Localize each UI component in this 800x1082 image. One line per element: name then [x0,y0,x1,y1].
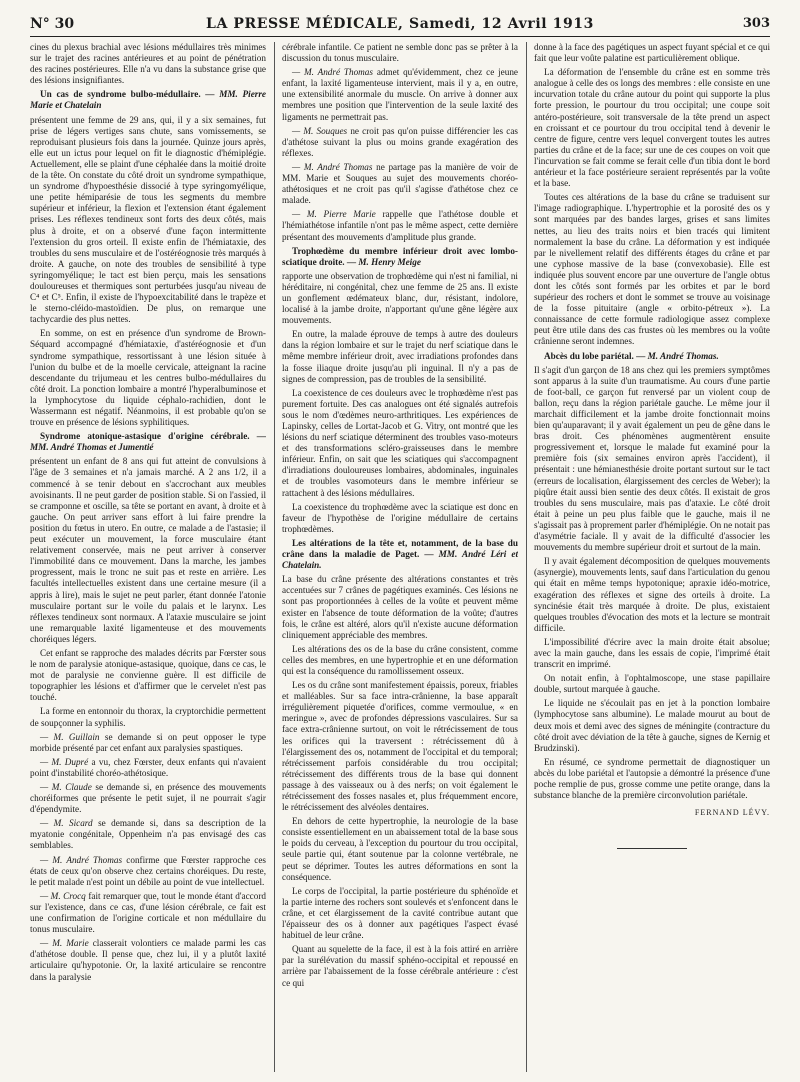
paragraph: L'impossibilité d'écrire avec la main droite était absolue; avec la main gauche, dans les essais de copie, l'imprimé était transcrit en imprimé. [534,636,770,670]
discussion-remark [30,757,266,779]
paragraph: On notait enfin, à l'ophtalmoscope, une stase papillaire double, surtout marquée à gauche. [534,673,770,695]
section-authors: MM. André Léri et Chatelain. [282,549,518,571]
column-2 [282,42,518,1072]
discussion-remark [282,209,518,242]
paragraph: Le corps de l'occipital, la partie postérieure du sphénoïde et la partie interne des rochers sont soulevés et s'enfoncent dans le crâne, et cet élargissement de la cavité contribue autant que l'épaisseur des os à donner aux pagétiques l'aspect évasé habituel de leur crâne. [282,885,518,941]
remark-text: classerait volontiers ce malade parmi les cas d'athétose double. Il pense que, chez lui, il y a plutôt laxité articulaire qu'hypotonie. Or, la laxité articulaire se rencontre dans la paralysie [30,938,266,982]
section-authors: M. Henry Meige [358,256,421,267]
paragraph: cérébrale infantile. Ce patient ne semble donc pas se prêter à la discussion du tonus musculaire. [282,42,518,64]
speaker-name: — M. Pierre Marie [292,209,376,220]
discussion-remark [282,67,518,122]
discussion-remark [30,938,266,982]
author-signature: FERNAND LÉVY. [694,808,770,818]
column-divider [526,42,527,1072]
speaker-name: — M. André Thomas [40,854,123,865]
discussion-remark [30,891,266,935]
section-title: Syndrome atonique-astasique d'origine cérébrale. — [40,431,266,442]
speaker-name: — M. Dupré [40,756,89,767]
paragraph: Le liquide ne s'écoulait pas en jet à la ponction lombaire (lymphocytose sans albumine). Le malade mourut au bout de deux mois et demi avec des signes de méningite (contracture du côté droit avec déviation de la tête à gauche, signes de Kernig et Brudzinski). [534,698,770,753]
speaker-name: — M. Marie [40,938,89,949]
paragraph: En outre, la malade éprouve de temps à autre des douleurs dans la région lombaire et sur le trajet du nerf sciatique dans le même membre inférieur droit, avec irradiations profondes dans la fosse iliaque droite jusqu'au pli inguinal. Il n'y a pas de signes de compression, pas de troubles de la sensibilité. [282,329,518,384]
column-1 [30,42,266,1072]
remark-text: confirme que Fœrster rapproche ces états de ceux qu'on observe chez certains choréiques. Du reste, le petit malade n'est point un débile au point de vue intellectuel. [30,854,266,887]
paragraph: Quant au squelette de la face, il est à la fois attiré en arrière par la surélévation du massif sphéno-occipital et repoussé en arrière par l'abaissement de la fosse cérébrale antérieure : c'est ce qui [282,944,518,988]
section-title: Un cas de syndrome bulbo-médullaire. — [40,89,215,100]
paragraph: Les altérations des os de la base du crâne consistent, comme celles des membres, en une hypertrophie et en une déformation qui est la conséquence du ramollissement osseux. [282,643,518,676]
section-title: Abcès du lobe pariétal. — [544,350,646,361]
section-title: Les altérations de la tête et, notamment, de la base du crâne dans la maladie de Paget. — [282,537,518,560]
paragraph: cines du plexus brachial avec lésions médullaires très minimes sur le trajet des racines antérieures et au point de pénétration des racines postérieures. Elle n'a vu dans la substance grise que des lésions insignifiantes. [30,42,266,86]
section-title: Trophœdème du membre inférieur droit avec lombo-sciatique droite. — [282,245,518,267]
end-rule [617,848,687,849]
remark-text: a vu, chez Fœrster, deux enfants qui n'avaient point d'instabilité choréo-athétosique. [30,756,266,778]
remark-text: se demande si, dans sa description de la myatonie congénitale, Oppenheim n'a pas envisagé des cas semblables. [30,818,266,851]
journal-title: LA PRESSE MÉDICALE, Samedi, 12 Avril 1913 [206,16,594,32]
speaker-name: — M. Souques [292,125,348,136]
paragraph: En somme, on est en présence d'un syndrome de Brown-Séquard accompagné d'hémiataxie, d'astéréognosie et d'un syndrome sympathique, ressortissant à une lésion située à l'union du bulbe et de la moelle cervicale, atteignant la racine descendante du trijumeau et les centres bulbo-médullaires du côté droit. La ponction lombaire a montré l'hyperalbuminose et la lymphocytose du liquide céphalo-rachidien, dont le Wassermann est négatif. Néanmoins, il est probable qu'on se trouve en présence de lésions syphilitiques. [30,328,266,428]
paragraph: La coexistence du trophœdème avec la sciatique est donc en faveur de l'hypothèse de l'origine médullaire de certains trophœdèmes. [282,501,518,534]
remark-text: se demande si, en présence des mouvements choréiformes que présente le petit sujet, il ne pourrait s'agir d'épendymite. [30,782,266,815]
speaker-name: — M. Crocq [40,890,86,901]
page-number: 303 [742,16,770,31]
paragraph: présentent un enfant de 8 ans qui fut atteint de convulsions à l'âge de 3 semaines et n'a jamais marché. A 2 ans 1/2, il a commencé à se tenir debout en s'accrochant aux meubles avoisinants. Il ne peut garder de position stable. Si on l'assied, il se cramponne et oscille, sa tête se portant en avant, à droite et à gauche. On peut arriver sans effort à lui faire prendre la position du fœtus in utero. En outre, ce malade a de l'astasie; il peut exécuter un mouvement, la force musculaire étant relativement conservée, mais ne peut arriver à conserver l'immobilité dans ce mouvement. Dans la marche, les jambes progressent, mais le tronc ne suit pas et reste en arrière. Les facultés intellectuelles existent dans une certaine mesure (il a appris à lire), mais le sujet ne peut parler, étant donnée l'atonie musculaire portant sur le voile du palais et le larynx. Les réflexes tendineux sont normaux. A l'ataxie musculaire se joint une remarquable laxité ligamenteuse et des mouvements choréiques légers. [30,456,266,644]
discussion-remark [30,818,266,851]
column-divider [274,42,275,1072]
section-authors: M. André Thomas. [647,350,719,361]
paragraph: Les os du crâne sont manifestement épaissis, poreux, friables et malléables. Sur sa face intra-crânienne, la base apparaît irrégulièrement piquetée d'orifices, comme vermoulue, « en meringue », avec de profondes dépressions vasculaires. Sur sa face extra-crânienne surtout, on voit le rétrécissement de tous les orifices qui la traversent : rétrécissement dû à l'élargissement des os, notamment de l'occipital et du temporal; rétrécissement parfois considérable du trou occipital; rétrécissement des différents trous de la base qui donnent passage à des vaisseaux ou à des nerfs; on voit également le rétrécissement des fosses nasales et, plus fréquemment encore, le rétrécissement des alvéoles dentaires. [282,680,518,813]
section-heading [30,431,266,453]
section-authors: MM. Pierre Marie et Chatelain [30,89,266,111]
speaker-name: — M. André Thomas [292,161,373,172]
paragraph: La coexistence de ces douleurs avec le trophœdème n'est pas purement fortuite. Des cas analogues ont été signalés autrefois sous le nom d'œdèmes neuro-arthritiques. Les expériences de Lapinsky, celles de Lortat-Jacob et G. Vitry, ont montré que les lésions du nerf sciatique déterminent des troubles vaso-moteurs et des transformations scléro-graisseuses dans le membre inférieur. Enfin, on sait que les sciatiques qui s'accompagnent d'irradiations douloureuses lombaires, abdominales, inguinales et de troubles vasomoteurs dans le membre inférieur se rattachent à des lésions médullaires. [282,387,518,498]
remark-text: rappelle que l'athétose double et l'hémiathétose infantile n'ont pas le même aspect, cette dernière présentant des mouvements d'amplitude plus grande. [282,209,518,242]
paragraph: La base du crâne présente des altérations constantes et très accentuées sur 7 crânes de pagétiques examinés. Ces lésions ne sont pas proportionnées à celles de la voûte et peuvent même exister en l'absence de toute déformation de la voûte; d'autres fois, le crâne est altéré, alors qu'il n'existe aucune déformation cliniquement appréciable des membres. [282,574,518,640]
paragraph: rapporte une observation de trophœdème qui n'est ni familial, ni héréditaire, ni congénital, chez une femme de 25 ans. Il existe un gonflement œdémateux blanc, dur, résistant, indolore, localisé à la jambe droite, n'apportant qu'une gêne légère aux mouvements. [282,270,518,326]
paragraph: En dehors de cette hypertrophie, la neurologie de la base consiste essentiellement en un abaissement total de la base sous le poids du cerveau, à l'exception du pourtour du trou occipital, seule partie qui, étant soutenue par la colonne vertébrale, ne peut se déprimer. Toutes les autres déformations en sont la conséquence. [282,816,518,882]
speaker-name: — M. Guillain [40,731,100,742]
paragraph: présentent une femme de 29 ans, qui, il y a six semaines, fut prise de légers vertiges sans chute, sans vomissements, se reproduisant plusieurs fois dans la journée. Quinze jours après, elle eut un ictus pour lequel on fit le diagnostic d'hémiplégie. Actuellement, elle se plaint d'une céphalée dans la moitié droite de la tête. On constate du côté droit un syndrome sympathique, un syndrome d'hypoesthésie dissocié à type syringomyélique, une petite hémiparésie de tous les segments du membre supérieur et inférieur, la flexion et l'extension étant également prises. Les réflexes tendineux sont forts des deux côtés, mais plus à droite, et on a observé d'une façon intermittente l'extension du gros orteil. Il existe enfin de l'hémiataxie, des troubles du sens musculaire et de l'ostéréognosie très marqués à droite. A gauche, on note des troubles de sensibilité à type syringomyélique; le tact est bien perçu, mais les sensations douloureuses et thermiques sont perturbées jusqu'au niveau de C⁴ et C⁵. Enfin, il existe de l'hypoexcitabilité dans le trapèze et le sterno-cléido-mastoïdien. De plus, on remarque une tachycardie des plus nettes. [30,114,266,325]
issue-number: N° 30 [30,16,75,32]
section-authors: MM. André Thomas et Jumentié [30,442,154,453]
section-heading [282,246,518,268]
paragraph: En résumé, ce syndrome permettait de diagnostiquer un abcès du lobe pariétal et l'autopsie a démontré la présence d'une poche remplie de pus, grosse comme une petite orange, dans la substance blanche de la première circonvolution pariétale. [534,756,770,801]
paragraph: Il y avait également décomposition de quelques mouvements (asynergie), mouvements lents, sauf dans l'articulation du genou qui était en même temps hypotonique; apraxie idéo-motrice, exagération des réflexes et signe des orteils à droite. La syncinésie était très marquée à droite. De plus, existaient quelques troubles d'évocation des mots et la lecture se montrait difficile. [534,556,770,633]
speaker-name: — M. Sicard [40,818,93,829]
section-heading [30,89,266,111]
remark-text: fait remarquer que, tout le monde étant d'accord sur l'existence, dans ce cas, d'une lésion cérébrale, ce fait est une confirmation de l'origine corticale et non médullaire du tonus musculaire. [30,890,266,935]
remark-text: ne croit pas qu'on puisse différencier les cas d'athétose suivant la plus ou moins grande exagération des réflexes. [282,125,518,158]
section-heading [282,538,518,571]
paragraph: Il s'agit d'un garçon de 18 ans chez qui les premiers symptômes sont apparus à la suite d'un traumatisme. Au cours d'une partie de foot-ball, ce garçon fut renversé par un violent coup de ballon, reçu dans la région pariétale gauche. Le même jour il marchait difficilement et la jambe droite fonctionnait moins bien qu'auparavant; il y avait également un peu de gêne dans le bras droit. Ces phénomènes augmentèrent ensuite progressivement et, lorsque le malade fut examiné pour la première fois (six semaines environ après l'accident), il présentait : une hémianesthésie droite portant surtout sur le tact (erreurs de localisation, élargissement des cercles de Weber); la piqûre était aussi bien sentie des deux côtés. Il existait de gros troubles du sens musculaire, mais pas d'ataxie. Le côté droit était à peine un peu plus faible que le gauche, mais il ne s'agissait pas à proprement parler d'hémiplégie. On ne notait pas d'asymétrie faciale. Il y avait de la difficulté d'associer les mouvements du membre supérieur droit et surtout de la main. [534,364,770,553]
remark-text: se demande si on peut opposer le type morbide présenté par cet enfant aux paralysies spastiques. [30,731,266,753]
speaker-name: — M. André Thomas [292,67,373,78]
running-header [30,14,770,37]
paragraph: La déformation de l'ensemble du crâne est en somme très analogue à celle des os longs des membres : elle consiste en une incurvation totale du crâne autour du point qui supporte la plus forte pression, le pourtour du trou occipital; une coupe soit antéro-postérieure, soit transversale de la tête prend un aspect en croissant et ce pourtour du trou occipital tend à devenir le centre de figure, centre vers lequel convergent toutes les autres parties du crâne et de la face; sur une de ces coupes on voit que l'incurvation se fait comme se ferait celle d'un tibia dont le bord antérieur et la face postérieure seraient représentés par la voûte et la base. [534,67,770,189]
speaker-name: — M. Claude [40,782,92,792]
discussion-remark [30,782,266,815]
remark-text: ne partage pas la manière de voir de MM. Marie et Souques au sujet des mouvements choréo-athétosiques et ne croit pas qu'il s'agisse d'athétose chez ce malade. [282,161,518,206]
paragraph: La forme en entonnoir du thorax, la cryptorchidie permettent de soupçonner la syphilis. [30,706,266,728]
paragraph: Cet enfant se rapproche des malades décrits par Fœrster sous le nom de paralysie atonique-astasique, quoique, dans ce cas, le mot de paralysie ne convienne guère. Il est difficile de topographier les lésions et d'affirmer que le cervelet n'est pas touché. [30,647,266,703]
column-3 [534,42,770,1072]
discussion-remark [30,732,266,754]
discussion-remark [282,126,518,159]
discussion-remark [30,855,266,888]
paragraph: Toutes ces altérations de la base du crâne se traduisent sur l'image radiographique. L'hypertrophie et la porosité des os y sont marquées par des bandes larges, grises et sans limites nettes, au lieu des traits noirs et bien tracés qui limitent normalement la base du crâne. La déformation y est indiquée par le nivellement relatif des différents étages du crâne et par une cyphose massive de la base (convexobasie). Elle est indiquée plus souvent encore par une ouverture de l'angle obtus dont les côtés sont formés par les orbites et par le bord supérieur des rochers et dont le sommet se trouve au voisinage de la fosse pituitaire (angle « orbito-pétreux »). La connaissance de cette formule radiologique assez complexe peut être utile dans des cas frustes où les membres ou la voûte crânienne seront indemnes. [534,192,770,347]
discussion-remark [282,162,518,206]
remark-text: admet qu'évidemment, chez ce jeune enfant, la laxité ligamenteuse intervient, mais il y a, en outre, une extensibilité anormale du muscle. On arrive à donner aux membres une position que l'intervention de la seule laxité des ligaments ne permettrait pas. [282,67,518,122]
section-heading [534,351,770,362]
paragraph: donne à la face des pagétiques un aspect fuyant spécial et ce qui fait que leur voûte palatine est particulièrement oblique. [534,42,770,64]
